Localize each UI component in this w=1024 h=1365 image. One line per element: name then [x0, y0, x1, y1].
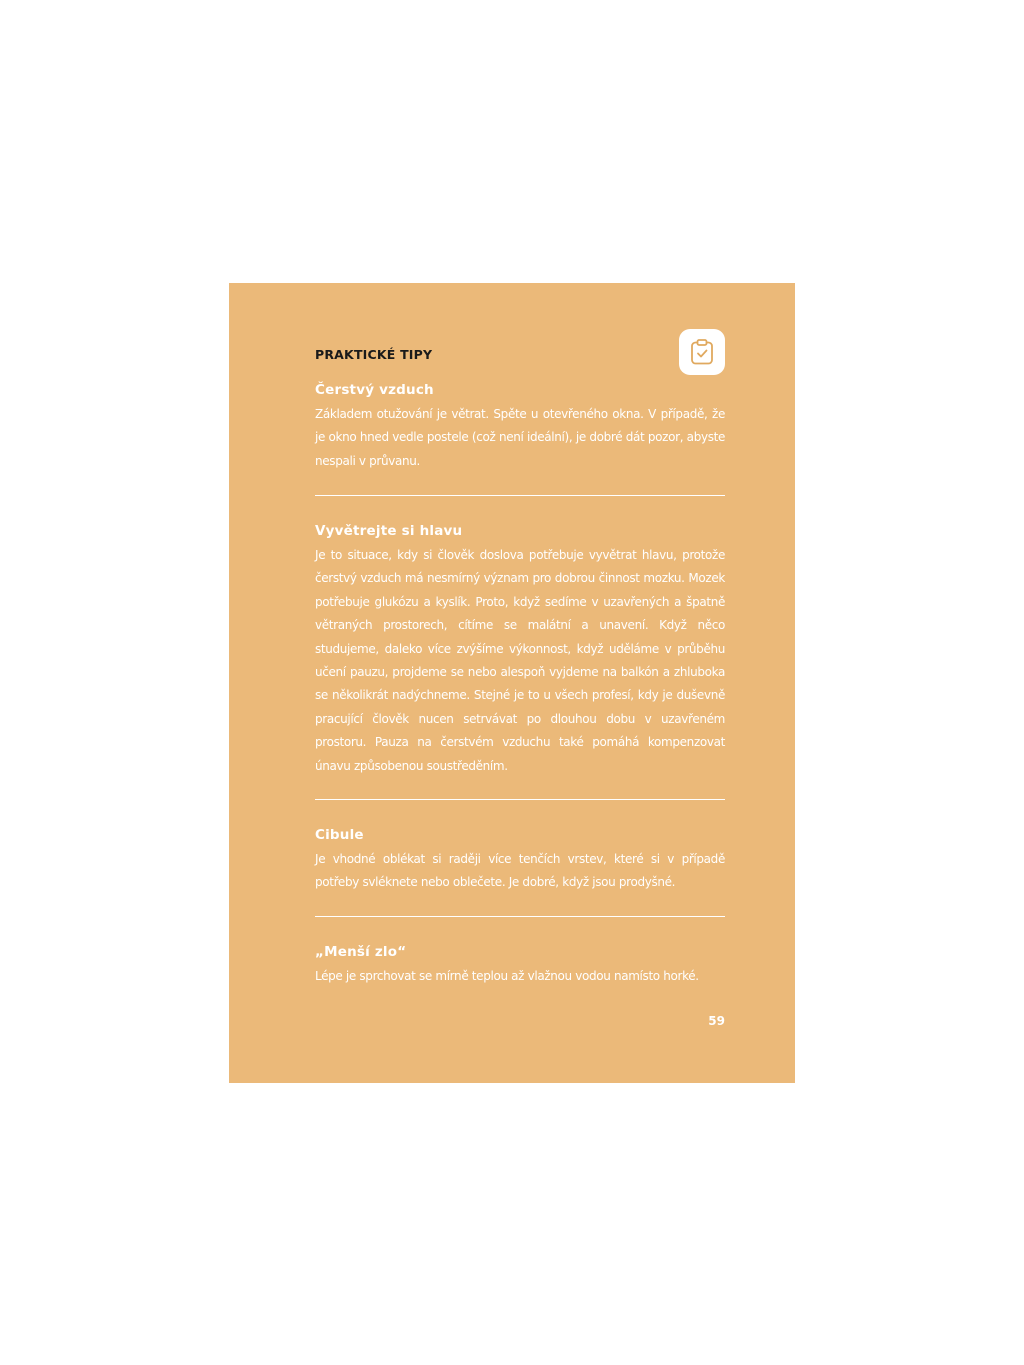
- tip-layers: [315, 825, 725, 895]
- divider: [315, 799, 725, 800]
- tip-title: Vyvětrejte si hlavu: [315, 523, 463, 539]
- tip-body: Lépe je sprchovat se mírně teplou až vlažnou vodou namísto horké.: [315, 969, 699, 983]
- clipboard-check-icon: [687, 337, 717, 367]
- tip-body: Je to situace, kdy si člověk doslova potřebuje vyvětrat hlavu, protože čerstvý vzduch má nesmírný význam pro dobrou činnost mozku. Mozek potřebuje glukózu a kyslík. Proto, když sedíme v uzavřených a špatně větraných prostorech, cítíme se malátní a unavení. Když něco studujeme, daleko více zvýšíme výkonnost, když uděláme v průběhu učení pauzu, projdeme se nebo alespoň vyjdeme na balkón a zhluboka se několikrát nadýchneme. Stejné je to u všech profesí, kdy je duševně pracující člověk nucen setrvávat po dlouhou dobu v uzavřeném prostoru. Pauza na čerstvém vzduchu také pomáhá kompenzovat únavu způsobenou soustředěním.: [315, 548, 725, 773]
- tip-lesser-evil: [315, 942, 725, 988]
- tip-fresh-air: [315, 380, 725, 473]
- tip-title: Cibule: [315, 827, 364, 843]
- tip-title: Čerstvý vzduch: [315, 382, 434, 398]
- book-page: [229, 283, 795, 1083]
- clipboard-check-badge: [679, 329, 725, 375]
- divider: [315, 916, 725, 917]
- tip-body: Je vhodné oblékat si raději více tenčích vrstev, které si v případě potřeby svléknete nebo oblečete. Je dobré, když jsou prodyšné.: [315, 852, 725, 890]
- tip-title: „Menší zlo“: [315, 944, 407, 960]
- divider: [315, 495, 725, 496]
- page-number: 59: [708, 1014, 725, 1028]
- section-label: PRAKTICKÉ TIPY: [315, 347, 433, 362]
- tip-clear-head: [315, 521, 725, 778]
- tip-body: Základem otužování je větrat. Spěte u otevřeného okna. V případě, že je okno hned vedle postele (což není ideální), je dobré dát pozor, abyste nespali v průvanu.: [315, 407, 725, 468]
